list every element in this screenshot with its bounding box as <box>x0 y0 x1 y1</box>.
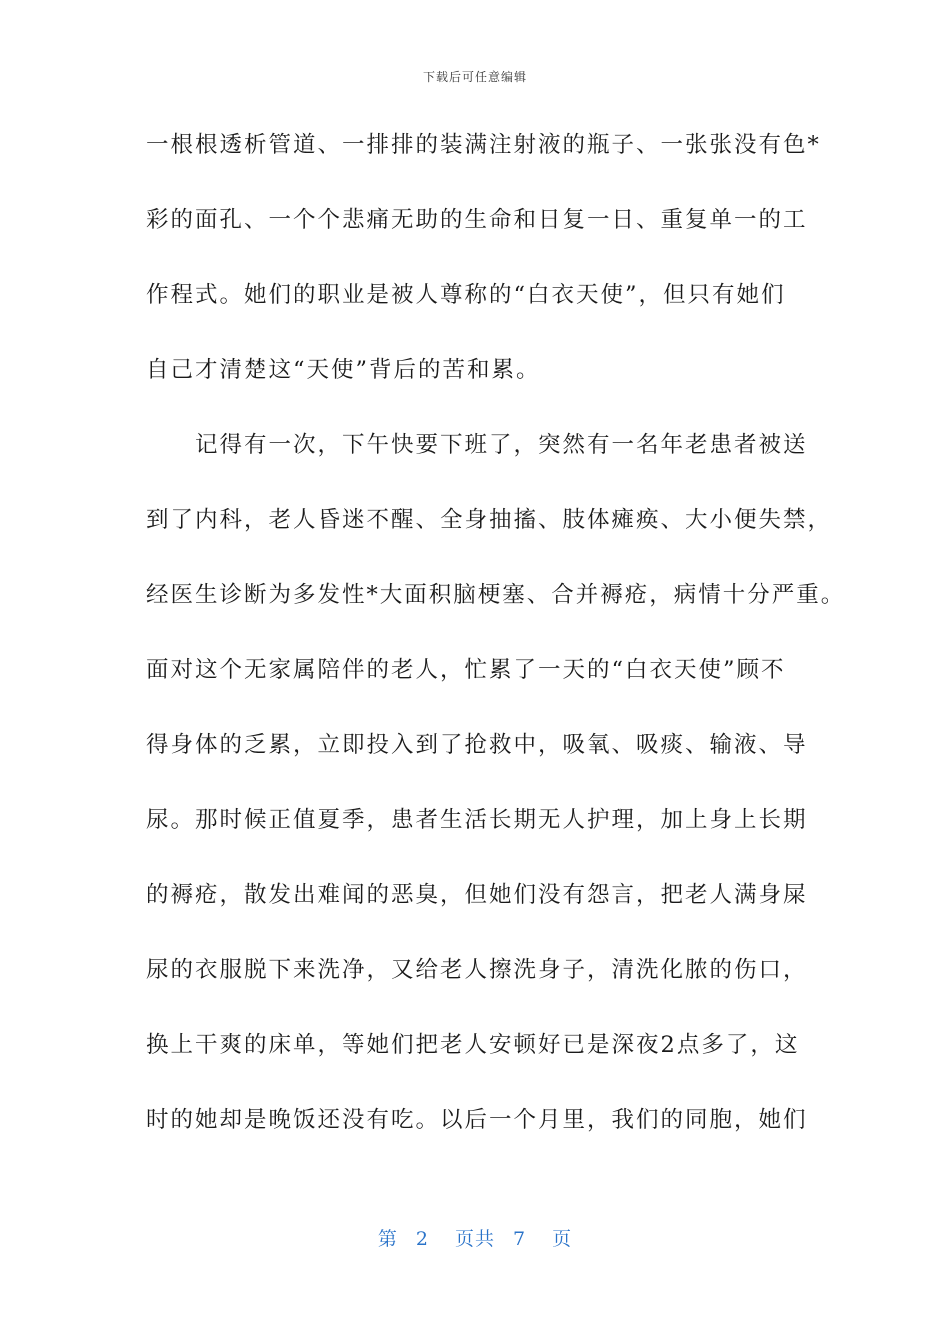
text-line: 面对这个无家属陪伴的老人，忙累了一天的“白衣天使”顾不 <box>146 657 786 683</box>
text-line: 换上干爽的床单，等她们把老人安顿好已是深夜2点多了，这 <box>146 1032 800 1058</box>
text-line: 彩的面孔、一个个悲痛无助的生命和日复一日、重复单一的工 <box>146 207 808 233</box>
page-footer <box>0 1224 950 1251</box>
text-line: 一根根透析管道、一排排的装满注射液的瓶子、一张张没有色* <box>146 132 821 158</box>
text-line: 经医生诊断为多发性*大面积脑梗塞、合并褥疮，病情十分严重。 <box>146 582 846 608</box>
text-line: 时的她却是晚饭还没有吃。以后一个月里，我们的同胞，她们 <box>146 1107 808 1133</box>
text-line: 得身体的乏累，立即投入到了抢救中，吸氧、吸痰、输液、导 <box>146 732 808 758</box>
text-line: 记得有一次，下午快要下班了，突然有一名年老患者被送 <box>146 432 808 458</box>
page-middle: 页共 <box>454 1228 495 1250</box>
page-suffix: 页 <box>552 1228 573 1250</box>
text-line: 自己才清楚这“天使”背后的苦和累。 <box>146 357 541 383</box>
page-current: 2 <box>415 1228 429 1250</box>
document-body <box>146 124 846 1174</box>
text-line: 到了内科，老人昏迷不醒、全身抽搐、肢体瘫痪、大小便失禁， <box>146 507 833 533</box>
text-line: 尿的衣服脱下来洗净，又给老人擦洗身子，清洗化脓的伤口， <box>146 957 808 983</box>
text-line: 作程式。她们的职业是被人尊称的“白衣天使”，但只有她们 <box>146 282 786 308</box>
page-total: 7 <box>513 1228 527 1250</box>
page-prefix: 第 <box>377 1228 398 1250</box>
header-note: 下载后可任意编辑 <box>422 70 527 84</box>
text-line: 尿。那时候正值夏季，患者生活长期无人护理，加上身上长期 <box>146 807 808 833</box>
text-line: 的褥疮，散发出难闻的恶臭，但她们没有怨言，把老人满身屎 <box>146 882 808 908</box>
